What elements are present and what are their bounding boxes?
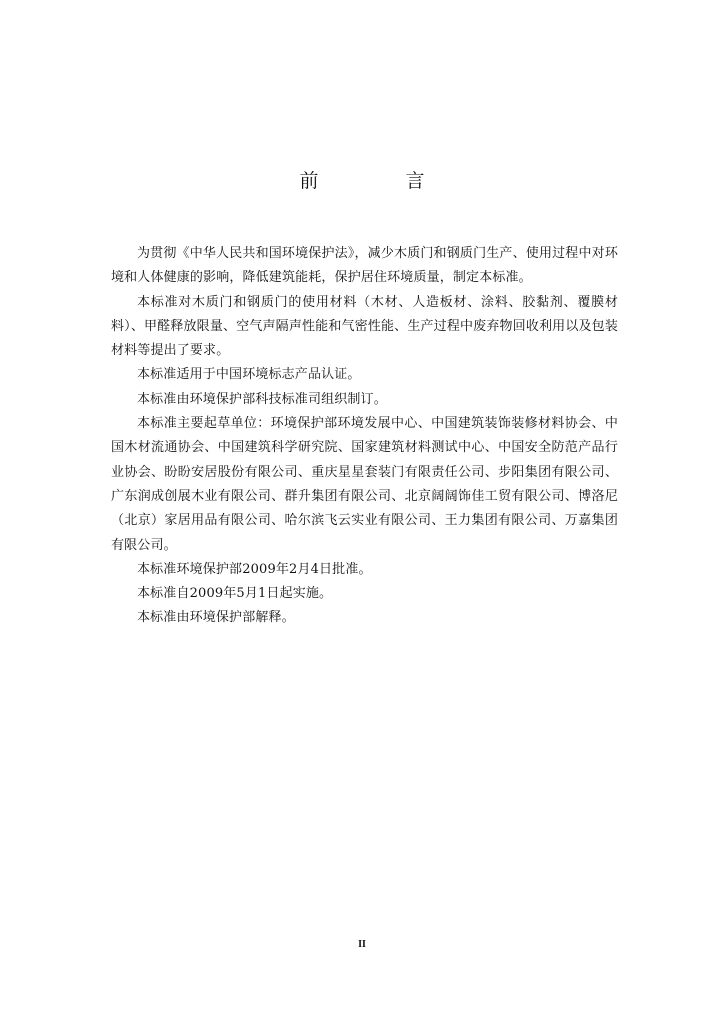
paragraph-organizer: 本标准由环境保护部科技标准司组织制订。	[137, 391, 387, 407]
paragraph-approval-date: 本标准环境保护部2009年2月4日批准。	[137, 561, 372, 577]
paragraph-requirements: 本标准对木质门和钢质门的使用材料（木材、人造板材、涂料、胶黏剂、覆膜材料）、甲醛释放限量、空气声隔声性能和气密性能、生产过程中废弃物回收利用以及包装材料等提出了要求。	[111, 294, 618, 359]
paragraph-interpretation: 本标准由环境保护部解释。	[137, 610, 295, 626]
paragraph-drafters: 本标准主要起草单位：环境保护部环境发展中心、中国建筑装饰装修材料协会、中国木材流通协会、中国建筑科学研究院、国家建筑材料测试中心、中国安全防范产品行业协会、盼盼安居股份有限公司、重庆星星套装门有限责任公司、步阳集团有限公司、广东润成创展木业有限公司、群升集团有限公司、北京阔阔饰佳工贸有限公司、博洛尼（北京）家居用品有限公司、哈尔滨飞云实业有限公司、王力集团有限公司、万嘉集团有限公司。	[111, 416, 618, 553]
paragraph-scope: 本标准适用于中国环境标志产品认证。	[137, 367, 361, 383]
paragraph-purpose: 为贯彻《中华人民共和国环境保护法》，减少木质门和钢质门生产、使用过程中对环境和人体健康的影响，降低建筑能耗，保护居住环境质量，制定本标准。	[111, 246, 618, 286]
page-number: II	[358, 939, 366, 950]
page-title: 前 言	[299, 170, 459, 192]
foreword-body	[111, 242, 618, 631]
paragraph-effective-date: 本标准自2009年5月1日起实施。	[137, 586, 333, 602]
